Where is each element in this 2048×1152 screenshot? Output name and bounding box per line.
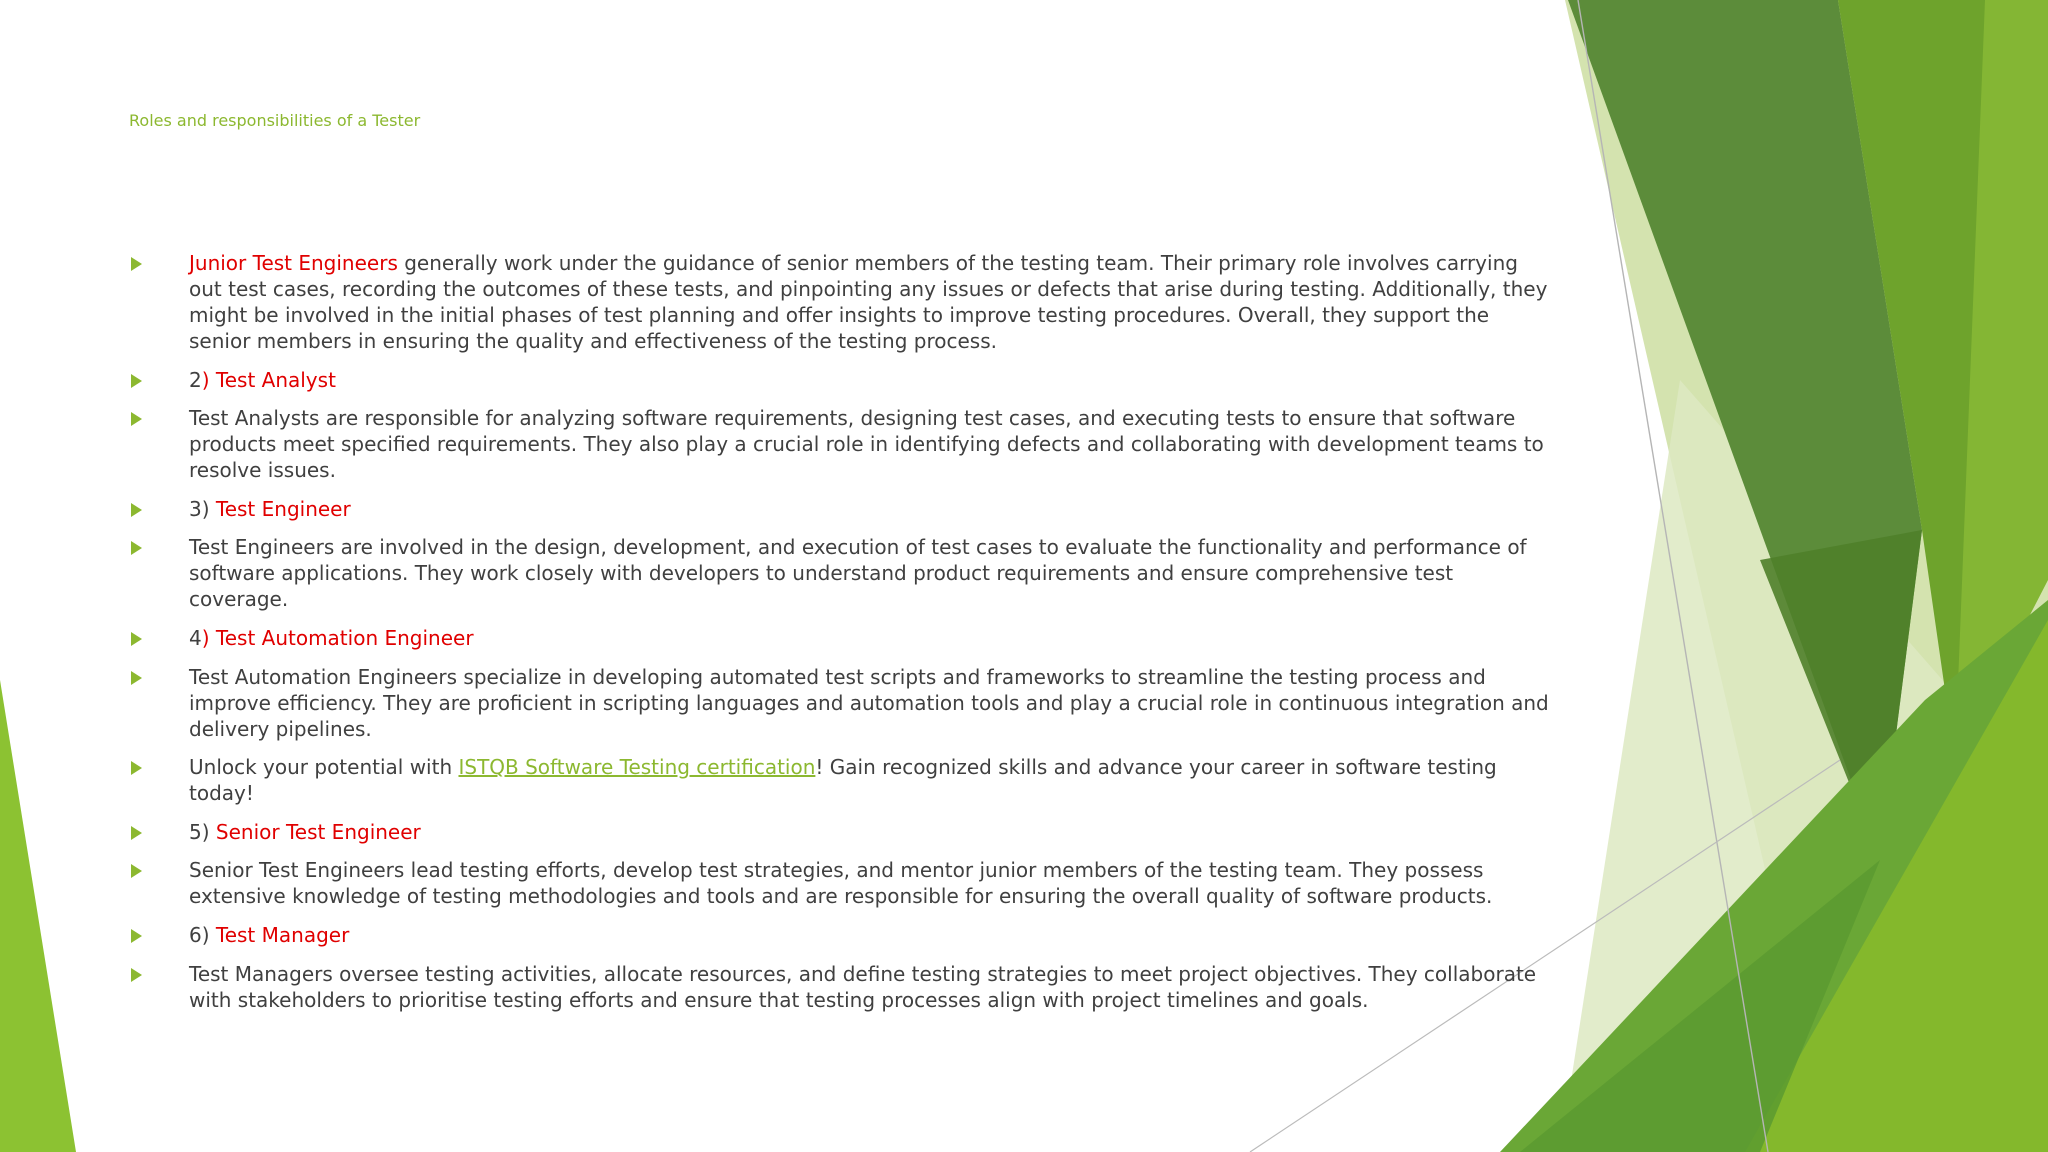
bullet-test-automation-engineer-description [130, 664, 1550, 742]
promo-text-before: Unlock your potential with [189, 755, 459, 780]
bullet-test-analyst-heading [130, 367, 1550, 393]
role-number: 6) [189, 922, 216, 947]
role-heading: Test Manager [215, 922, 350, 947]
bullet-test-automation-engineer-heading [130, 625, 1550, 651]
role-heading: ) Test Automation Engineer [201, 625, 474, 650]
triangle-bullet-icon [131, 671, 142, 685]
triangle-bullet-icon [131, 541, 142, 555]
left-green-sliver [0, 680, 76, 1152]
istqb-certification-link[interactable]: ISTQB Software Testing certification [458, 755, 816, 780]
triangle-bullet-icon [131, 632, 142, 646]
bullet-text: Senior Test Engineers lead testing efforts, develop test strategies, and mentor junior members of the testing team. They possess extensive knowledge of testing methodologies and tools and are responsible for ensuring the overall quality of software products. [189, 858, 1493, 909]
role-heading: Junior Test Engineers [189, 251, 398, 275]
bullet-list [130, 250, 1550, 1025]
triangle-bullet-icon [131, 412, 142, 426]
triangle-bullet-icon [131, 929, 142, 943]
bullet-test-engineer-description [130, 534, 1550, 612]
bullet-test-analyst-description [130, 405, 1550, 483]
slide-title: Roles and responsibilities of a Tester [129, 111, 421, 130]
triangle-bullet-icon [131, 257, 142, 271]
bullet-test-manager-description [130, 961, 1550, 1013]
role-number: 2 [189, 367, 202, 392]
bullet-istqb-promo [130, 754, 1550, 806]
bullet-test-engineer-heading [130, 496, 1550, 522]
bullet-text: generally work under the guidance of senior members of the testing team. Their primary role involves carrying out test cases, recording the outcomes of these tests, and pinpointing any issues or defects that arise during testing. Additionally, they might be involved in the initial phases of test planning and offer insights to improve testing procedures. Overall, they support the senior members in ensuring the quality and effectiveness of the testing process. [189, 251, 1548, 353]
promo-text-after: ! Gain recognized skills and advance your career in software testing today! [189, 755, 1497, 806]
role-number: 5) [189, 819, 216, 844]
triangle-bullet-icon [131, 374, 142, 388]
triangle-bullet-icon [131, 968, 142, 982]
bullet-text: Test Automation Engineers specialize in developing automated test scripts and frameworks to streamline the testing process and improve efficiency. They are proficient in scripting languages and automation tools and play a crucial role in continuous integration and delivery pipelines. [189, 664, 1549, 741]
bullet-senior-test-engineer-description [130, 857, 1550, 909]
bullet-test-manager-heading [130, 922, 1550, 948]
bullet-text: Test Engineers are involved in the design, development, and execution of test cases to evaluate the functionality and performance of software applications. They work closely with developers to understand product requirements and ensure comprehensive test coverage. [189, 535, 1527, 612]
role-number: 3) [189, 496, 216, 521]
bullet-junior-test-engineers [130, 250, 1550, 354]
triangle-bullet-icon [131, 503, 142, 517]
triangle-bullet-icon [131, 761, 142, 775]
bullet-text: Test Analysts are responsible for analyzing software requirements, designing test cases, and executing tests to ensure that software products meet specified requirements. They also play a crucial role in identifying defects and collaborating with development teams to resolve issues. [189, 406, 1544, 483]
role-heading: ) Test Analyst [201, 367, 336, 392]
role-number: 4 [189, 625, 202, 650]
triangle-bullet-icon [131, 826, 142, 840]
role-heading: Test Engineer [215, 496, 351, 521]
role-heading: Senior Test Engineer [215, 819, 421, 844]
bullet-text: Test Managers oversee testing activities, allocate resources, and define testing strategies to meet project objectives. They collaborate with stakeholders to prioritise testing efforts and ensure that testing processes align with project timelines and goals. [189, 961, 1537, 1012]
bullet-senior-test-engineer-heading [130, 819, 1550, 845]
triangle-bullet-icon [131, 864, 142, 878]
